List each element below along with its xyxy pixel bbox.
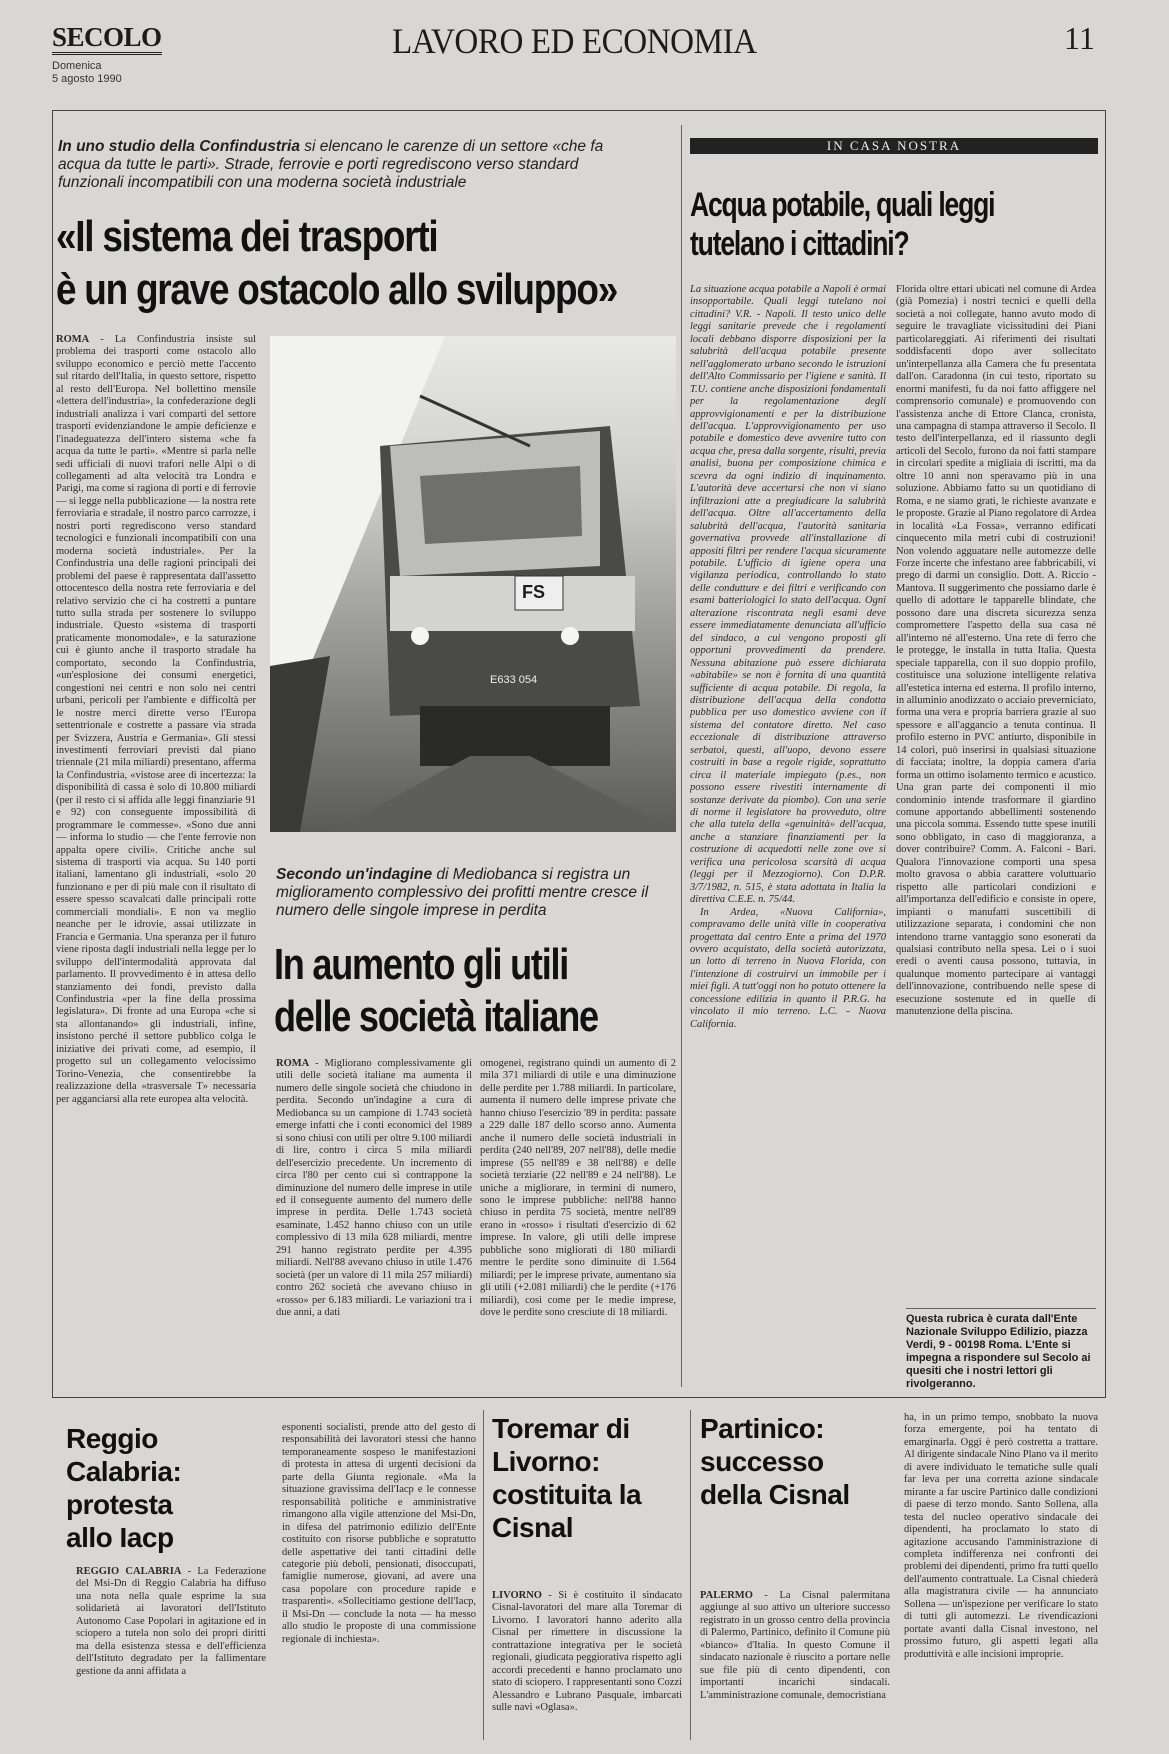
rubric-body-col2	[896, 284, 1096, 1302]
reggio-col2-text: esponenti socialisti, prende atto del gesto di responsabilità dei lavoratori stessi che hanno temporaneamente sospeso le manifestazioni di protesta in attesa di urgenti decisioni da parte della Giunta regionale. «Ma la situazione gravissima dell'Iacp e le connesse responsabilità politiche e amministrative rimangono alla vigile attenzione del Msi-Dn, in difesa del patrimonio edilizio dell'Ente costituito con risorse pubbliche e sopratutto delle aspettative dei tanti cittadini delle categorie più deboli, pensionati, disoccupati, famiglie numerose, giovani, ad avere una casa popolare con procedure rapide e trasparenti». «Sollecitiamo gestione dell'Iacp, il Msi-Dn — conclude la nota — ha messo allo studio le proposte di una commissione regionale di inchiesta».	[282, 1422, 476, 1645]
partinico-dateline: PALERMO	[700, 1590, 753, 1601]
transport-dateline: ROMA	[56, 334, 90, 345]
masthead	[0, 0, 1169, 100]
profits-body-col2	[480, 1058, 676, 1392]
rubric-headline-line1: Acqua potabile, quali leggi	[690, 186, 995, 224]
profits-body-col1: ROMA - Migliorano complessivamente gli utili delle società italiane ma aumenta il numero delle singole società che chiudono in perdita. Secondo un'indagine a cura di Mediobanca su un campione di 1.743 società emerge infatti che i conti economici del 1989 si sono chiusi con utili per oltre 9.100 miliardi di lire, contro i circa 5 mila miliardi dell'esercizio precedente. Un incremento di circa l'80 per cento cui si contrappone la diminuzione del numero delle imprese in utile ed il conseguente aumento del numero delle imprese in perdita. Delle 1.743 società esaminate, 1.452 hanno chiuso con un utile complessivo di 13 mila 628 miliardi, mentre 291 hanno registrato perdite per 4.395 miliardi. Nell'88 avevano chiuso in utile 1.476 società (per un valore di 11 mila 257 miliardi) contro 262 società che avevano chiuso in «rosso» per 6.183 miliardi. Le variazioni tra i due anni, a dati	[276, 1058, 472, 1319]
locomotive-windshield	[420, 466, 582, 544]
profits-headline-line2: delle società italiane	[274, 992, 598, 1041]
reggio-col1-text: La Federazione del Msi-Dn di Reggio Calabria ha diffuso una nota nella quale esprime la sua solidarietà ai lavoratori dell'Istituto Autonomo Case Popolari in agitazione ed in sciopero a tutela non solo dei propri diritti ma della esistenza stessa e dell'efficienza dell'Istituto degradato per la fallimentare gestione da anni affidata a	[76, 1566, 266, 1677]
partinico-col1-text: La Cisnal palermitana aggiunge al suo attivo un ulteriore successo registrato in un grosso centro della provincia di Palermo, Partinico, definito il Comune più «bianco» d'Italia. In questo Comune il sindacato nazionale è riuscito a portare nelle sue file più di cento dipendenti, con importanti incarichi sindacali. L'amministrazione comunale, democristiana	[700, 1590, 890, 1701]
reggio-col2	[282, 1422, 476, 1746]
toremar-headline: Toremar di Livorno: costituita la Cisnal	[492, 1413, 642, 1543]
section-title: LAVORO ED ECONOMIA	[392, 21, 757, 61]
profits-col1-text: Migliorano complessivamente gli utili delle società italiane ma aumenta il numero delle singole società che chiudono in perdita. Secondo un'indagine a cura di Mediobanca su un campione di 1.743 società emerge infatti che i conti economici del 1989 si sono chiusi con utili per oltre 9.100 miliardi di lire, contro i circa 5 mila miliardi dell'esercizio precedente. Un incremento di circa l'80 per cento cui si contrappone la diminuzione del numero delle imprese in utile ed il conseguente aumento del numero delle imprese in perdita. Delle 1.743 società esaminate, 1.452 hanno chiuso con un utile complessivo di 13 mila 628 miliardi, mentre 291 hanno registrato perdite per 4.395 miliardi. Nell'88 avevano chiuso in utile 1.476 società (per un valore di 11 mila 257 miliardi) contro 262 società che avevano chiuso in «rosso» per 6.183 miliardi. Le variazioni tra i due anni, a dati	[276, 1058, 472, 1319]
bottom-divider-1	[483, 1410, 484, 1740]
partinico-col2	[904, 1412, 1098, 1746]
reggio-dateline: REGGIO CALABRIA	[76, 1566, 182, 1577]
rubric-footer-note: Questa rubrica è curata dall'Ente Nazionale Sviluppo Edilizio, piazza Verdi, 9 - 00198 Roma. L'Ente si impegna a rispondere sul Secolo ai quesiti che i nostri lettori gli rivolgeranno.	[906, 1313, 1091, 1390]
issue-date: 5 agosto 1990	[52, 73, 122, 85]
transport-kicker-lead: In uno studio della Confindustria	[58, 138, 300, 155]
column-divider	[681, 125, 682, 1387]
rubric-banner: IN CASA NOSTRA	[690, 138, 1098, 154]
partinico-col2-text: ha, in un primo tempo, snobbato la nuova forza emergente, poi ha tentato di emarginarla. Oggi è però costretta a trattare. Al dirigente sindacale Nino Plano va il merito di avere individuato le tematiche sulle quali far leva per una corretta azione sindacale mirante a far uscire Partinico dalle condizioni di paese di terzo mondo. Santo Sollena, alla testa del nucleo operativo sindacale dei dipendenti, ha proclamato lo stato di agitazione accusando l'amministrazione di completa indifferenza nei confronti dei problemi dei dipendenti, primo fra tutti quello dell'aumento contrattuale. La Cisnal chiederà alla magistratura civile — ha annunciato Sollena — un'ispezione per verificare lo stato di tutti gli automezzi. Le rivendicazioni portate avanti dalla Cisnal investono, nel prossimo futuro, gli aspetti legati alla produttività e alle incisioni improprie.	[904, 1412, 1098, 1660]
toremar-body-text: Si è costituito il sindacato Cisnal-lavoratori del mare alla Toremar di Livorno. I lavoratori hanno aderito alla Cisnal per rimettere in discussione la contrattazione integrativa per le società regionali, giudicata peggiorativa rispetto agli accordi precedenti e hanno proclamato uno stato di sciopero. I rappresentanti sono Cozzi Alessandro e Lubrano Pasquale, imbarcati sulle navi «Oglasa».	[492, 1590, 682, 1714]
profits-dateline: ROMA	[276, 1058, 310, 1069]
partinico-col1: PALERMO - La Cisnal palermitana aggiunge al suo attivo un ulteriore successo registrato in un grosso centro della provincia di Palermo, Partinico, definito il Comune più «bianco» d'Italia. In questo Comune il sindacato nazionale è riuscito a portare nelle sue file più di cento dipendenti, con importanti incarichi sindacali. L'amministrazione comunale, democristiana	[700, 1590, 890, 1701]
platform	[270, 656, 330, 832]
rubric-footer-rule	[906, 1308, 1096, 1309]
profits-headline-line1: In aumento gli utili	[274, 940, 569, 989]
toremar-body: LIVORNO - Si è costituito il sindacato Cisnal-lavoratori del mare alla Toremar di Livorno. I lavoratori hanno aderito alla Cisnal per rimettere in discussione la contrattazione integrativa per le società regionali, giudicata peggiorativa rispetto agli accordi precedenti e hanno proclamato uno stato di sciopero. I rappresentanti sono Cozzi Alessandro e Lubrano Pasquale, imbarcati sulle navi «Oglasa».	[492, 1590, 682, 1714]
locomotive-number: E633 054	[490, 674, 538, 686]
rubric-col2-text: Florida oltre ettari ubicati nel comune di Ardea (già Pomezia) i nostri tecnici e quelli della società a noi collegate, hanno avuto modo di seguire le travagliate vicissitudini dei Piani particolareggiati. Ai riferimenti dei risultati soddisfacenti dopo aver sollecitato un'interpellanza alla Camera che fu presentata dall'on. Caradonna (in cui testo, riportato su enormi manifesti, fu da noi fatto affiggere nel comprensorio comunale) e promuovendo con l'assistenza anche di Ettore Clanca, cronista, una campagna di stampa attraverso il Secolo. Il testo dell'interpellanza, ed il riassunto degli articoli del Secolo, furono da noi fatti stampare in circolari spedite a migliaia di iscritti, ma da oltre 10 anni non speravamo più in una soluzione. Abbiamo fatto su un quotidiano di Roma, e ne siamo grati, le richieste avanzate e le proposte. Grazie al Piano regolatore di Ardea in località «La Fossa», verranno edificati cinquecento mila metri cubi di costruzioni! Non volendo agguatare nelle automezze delle Forze incerte che infestano aree fabbricabili, vi prego di darmi un consiglio. Dott. A. Riccio - Mantova. Il suggerimento che possiamo darle è quello di adottare le tapparelle blindate, che possono dare una discreta sicurezza senza compromettere l'aspetto della sua casa né all'interno né all'esterno. Una rete di ferro che le protegge, le installa in tutta Italia. Questa speciale tapparella, con il suo doppio profilo, costituisce una soluzione intelligente relativa all'estetica interna ed esterna. Il profilo interno, in alluminio anodizzato o acciaio preverniciato, forma una vera e propria barriera grazie al suo spessore e all'aggancio a tenuta continua. Il profilo esterno in PVC antiurto, disponibile in 14 colori, può inserirsi in qualsiasi situazione di facciata; inoltre, la doppia camera d'aria forma un ottimo isolamento termico e acustico. Una gran parte dei componenti il mio condominio intende trasformare il giardino comune apportando abbellimenti sostenendo una piccola somma. Essendo tutte spese inutili sono obbligato, in caso di maggioranza, a dover contribuire? Comm. A. Falconi - Bari. Qualora l'innovazione comporti una spesa molto gravosa o abbia carattere voluttuario rispetto alle particolari condizioni e all'importanza dell'edificio e consiste in opere, impianti o manufatti suscettibili di utilizzazione separata, i condomini che non intendono trarne vantaggio sono esonerati da qualsiasi contributo nella spesa. Lei o i suoi eredi o aventi causa possono, tuttavia, in qualunque momento partecipare ai vantaggi dell'innovazione, contribuendo nelle spese di esecuzione sostenute ed in quelle di manutenzione della piscina.	[896, 284, 1096, 1018]
newspaper-logo: SECOLO	[52, 22, 162, 55]
locomotive-band	[390, 576, 635, 631]
reggio-box	[66, 1422, 270, 1560]
rubric-question-2: In Ardea, «Nuova California», compravamo delle unità ville in cooperativa progettata dal centro Ente a prima del 1970 ovvero acquistato, della società autorizzata, un lotto di terreno in Nuova Florida, con l'intenzione di costruirvi un immobile per i miei figli. A tutt'oggi non ho potuto ottenere la concessione edilizia in quanto il P.R.G. ha vincolato il mio terreno. L.C. - Nuova California.	[690, 906, 886, 1030]
profits-kicker-lead: Secondo un'indagine	[276, 866, 433, 883]
reggio-headline: Reggio Calabria: protesta allo Iacp	[66, 1423, 182, 1553]
profits-col2-text: omogenei, registrano quindi un aumento di 2 mila 371 miliardi di utile e una diminuzione delle perdite per 1.788 miliardi. In particolare, aumenta il numero delle imprese private che hanno chiuso l'esercizio '89 in perdita: passate a 229 dalle 187 dello scorso anno. Aumenta anche il numero delle società industriali in perdita (240 nell'89, 207 nell'88), delle medie imprese (55 nell'89 e 38 nell'88) e delle società terziarie (22 nell'89 e 24 nell'88). Le uniche a migliorare, in termini di numero, sono le imprese pubbliche: nell'88 hanno chiuso in perdita 75 società, mentre nell'89 erano in «rosso» i risultati d'esercizio di 62 imprese. In valore, gli utili delle imprese pubbliche sono migliorati di 180 miliardi mentre le perdite sono diminuite di 1.564 miliardi; per le imprese private, aumentano sia gli utili (+2.081 miliardi) che le perdite (+176 miliardi), così come per le medie imprese, dove le perdite sono cresciute di 18 miliardi.	[480, 1058, 676, 1319]
train-photo	[270, 336, 676, 832]
transport-kicker-rest: si elencano le carenze di un settore «che fa acqua da tutte le parti». Strade, ferrovie e porti regrediscono verso standard funzionali incompatibili con una moderna società industriale	[58, 138, 604, 191]
transport-body: ROMA - La Confindustria insiste sul problema dei trasporti come ostacolo allo sviluppo economico e perciò mette l'accento sul ritardo dell'Italia, in questo settore, rispetto al resto dell'Europa. Nel bollettino mensile «lettera dell'industria», la confederazione degli industriali analizza i vari comparti del settore trasporti evidenziandone le ampie deficienze e l'inadeguatezza dell'intero sistema «che fa acqua da tutte le parti». «Mentre si parla nelle sedi ufficiali di nuovi trafori nelle Alpi o di collegamenti ad alta velocità tra Londra e Parigi, ma come si ragiona di porti e di ferrovie — si legge nella pubblicazione — la nostra rete ferroviaria e stradale, il nostro parco carrozze, i nostri porti regrediscono verso standard tecnologici e funzionali incompatibili con una moderna società industriale». Per la Confindustria una delle ragioni principali dei problemi del paese è rappresentata dall'assetto ottocentesco della nostra rete ferroviaria e del relativo servizio che ci ha costretti a puntare tutto sulla strada per sostenere lo sviluppo industriale. Questo «sistema di trasporti praticamente monomodale», e la saturazione cui è giunto anche il trasporto stradale ha comportato, secondo la Confindustria, «un'esplosione dei consumi energetici, congestioni nei centri e non solo nei centri urbani, pericoli per l'ambiente e difficoltà per le nostre merci dirette verso l'Europa settentrionale e costrette a passare via strada per Svizzera, Austria e Germania». Gli stessi investimenti ferroviari previsti dal piano triennale (21 mila miliardi) presentano, afferma la Confindustria, «vistose aree di incertezza: la disponibilità di cassa è solo di 10.800 miliardi (per il resto ci si affida alle leggi finanziarie 91 e 92) con conseguente impossibilità di programmare le commesse». «Sono due anni — informa lo studio — che l'ente ferrovie non appalta opere civili». Critiche anche sul sistema di trasporti via acqua. Su 140 porti italiani, lamentano gli industriali, «solo 20 funzionano e per di più male con il risultato di essere spesso scavalcati dalle principali rotte commerciali mondiali». E non va meglio neanche per le idrovie, assai utilizzate in Francia e Germania. Una speranza per il futuro viene riposta dagli industriali nella legge per lo sviluppo dell'intermodalità approvata dal parlamento. Il provvedimento è in attesa dello stanziamento dei fondi, previsto dalla Confindustria «per la fine della prossima legislatura». Di fronte ad una Europa «che si sta allontanando» gli industriali, infine, insistono perché il settore pubblico colga le iniziative dei privati come, ad esempio, il progetto sul un collegamento velocissimo Torino-Venezia, che consentirebbe la realizzazione della «trasversale T» necessaria per agganciarsi alla rete europea alta velocità.	[56, 334, 256, 1105]
train-illustration	[270, 336, 676, 832]
transport-headline-line2: è un grave ostacolo allo sviluppo»	[56, 265, 618, 314]
issue-day: Domenica	[52, 60, 102, 72]
transport-body-text: La Confindustria insiste sul problema dei trasporti come ostacolo allo sviluppo economico e perciò mette l'accento sul ritardo dell'Italia, in questo settore, rispetto al resto dell'Europa. Nel bollettino mensile «lettera dell'industria», la confederazione degli industriali analizza i vari comparti del settore trasporti evidenziandone le ampie deficienze e l'inadeguatezza dell'intero sistema «che fa acqua da tutte le parti». «Mentre si parla nelle sedi ufficiali di nuovi trafori nelle Alpi o di collegamenti ad alta velocità tra Londra e Parigi, ma come si ragiona di porti e di ferrovie — si legge nella pubblicazione — la nostra rete ferroviaria e stradale, il nostro parco carrozze, i nostri porti regrediscono verso standard tecnologici e funzionali incompatibili con una moderna società industriale». Per la Confindustria una delle ragioni principali dei problemi del paese è rappresentata dall'assetto ottocentesco della nostra rete ferroviaria e del relativo servizio che ci ha costretti a puntare tutto sulla strada per sostenere lo sviluppo industriale. Questo «sistema di trasporti praticamente monomodale», e la saturazione cui è giunto anche il trasporto stradale ha comportato, secondo la Confindustria, «un'esplosione dei consumi energetici, congestioni nei centri e non solo nei centri urbani, pericoli per l'ambiente e difficoltà per le nostre merci dirette verso l'Europa settentrionale e costrette a passare via strada per Svizzera, Austria e Germania». Gli stessi investimenti ferroviari previsti dal piano triennale (21 mila miliardi) presentano, afferma la Confindustria, «vistose aree di incertezza: la disponibilità di cassa è solo di 10.800 miliardi (per il resto ci si affida alle leggi finanziarie 91 e 92) con conseguente impossibilità di programmare le commesse». «Sono due anni — informa lo studio — che l'ente ferrovie non appalta opere civili». Critiche anche sul sistema di trasporti via acqua. Su 140 porti italiani, lamentano gli industriali, «solo 20 funzionano e per di più male con il risultato di essere spesso scavalcati dalle principali rotte commerciali mondiali». E non va meglio neanche per le idrovie, assai utilizzate in Francia e Germania. Una speranza per il futuro viene riposta dagli industriali nella legge per lo sviluppo dell'intermodalità approvata dal parlamento. Il provvedimento è in attesa dello stanziamento dei fondi, previsto dalla Confindustria «per la fine della prossima legislatura». Di fronte ad una Europa «che si sta allontanando» gli industriali, infine, insistono perché il settore pubblico colga le iniziative dei privati come, ad esempio, il progetto sul un collegamento velocissimo Torino-Venezia, che consentirebbe la realizzazione della «trasversale T» necessaria per agganciarsi alla rete europea alta velocità.	[56, 334, 256, 1105]
toremar-dateline: LIVORNO	[492, 1590, 542, 1601]
partinico-headline: Partinico: successo della Cisnal	[700, 1413, 850, 1510]
rubric-question-1: La situazione acqua potabile a Napoli è ormai insopportabile. Quali leggi tutelano noi cittadini? V.R. - Napoli. Il testo unico delle leggi sanitarie prevede che i regolamenti locali debbano disporre disposizioni per la salubrità dell'acqua potabile presente nell'agglomerato urbano secondo le istruzioni dell'Alto Commissario per l'igiene e sanità. Il T.U. contiene anche disposizioni fondamentali per la regolamentazione degli approvvigionamenti e per la distribuzione dell'acqua. L'approvvigionamento per uso potabile e domestico deve avvenire tutto con acqua che, presa dalla sorgente, risulti, previa analisi, buona per composizione chimica e scevra da ogni indizio di inquinamento. L'autorità deve accertarsi che non vi siano infiltrazioni atte a pregiudicare la salubrità dell'acqua. Oltre all'accertamento della salubrità dell'acqua, l'autorità sanitaria governativa provvede all'installazione di appositi filtri per rendere l'acqua sicuramente potabile. L'ufficio di igiene opera una vigilanza periodica, controllando lo stato delle condutture e dei filtri e verificando con esami batteriologici lo stato dell'acqua. Ogni alterazione riscontrata negli esami deve essere immediatamente denunciata all'ufficio del sindaco, a cui vengono proposti gli opportuni provvedimenti da prendere. Nessuna abitazione può essere dichiarata «abitabile» se non è fornita di una quantità sufficiente di acqua potabile. Di regola, la distribuzione dell'acqua della condotta pubblica per uso domestico avviene con il sistema del contatore diretto. Nel caso eccezionale di distribuzione attraverso serbatoi, questi, all'uopo, devono essere costruiti in base a regole rigide, soprattutto circa il materiale impiegato (p.es., non possono essere rivestiti internamente di sostanze derivate da piombo). Con una serie di norme il legislatore ha provveduto, oltre che alla tutela della «genuinità» dell'acqua, anche a stanziare finanziamenti per la costruzione di acquedotti nelle zone ove si verifica una pericolosa scarsità di acqua (leggi per il Mezzogiorno). Con D.P.R. 3/7/1982, n. 515, è stata adottata in Italia la direttiva C.E.E. n. 75/44.	[690, 284, 886, 906]
transport-kicker	[58, 138, 643, 192]
headlight-right	[561, 627, 579, 645]
profits-kicker	[276, 866, 668, 920]
bottom-divider-2	[690, 1410, 691, 1740]
reggio-col1: REGGIO CALABRIA - La Federazione del Msi-Dn di Reggio Calabria ha diffuso una nota nella quale esprime la sua solidarietà ai lavoratori dell'Istituto Autonomo Case Popolari in agitazione ed in sciopero a tutela non solo dei propri diritti ma della esistenza stessa e dell'efficienza dell'Istituto degradato per la fallimentare gestione da anni affidata a	[76, 1566, 266, 1677]
headlight-left	[411, 627, 429, 645]
track	[330, 756, 676, 832]
page-number: 11	[1064, 20, 1095, 56]
rubric-headline-line2: tutelano i cittadini?	[690, 225, 909, 263]
rubric-body-col1	[690, 284, 886, 1388]
transport-headline-line1: «Il sistema dei trasporti	[56, 212, 438, 261]
profits-kicker-rest: di Mediobanca si registra un miglioramento complessivo dei profitti mentre cresce il numero delle singole imprese in perdita	[276, 866, 649, 919]
fs-logo: FS	[522, 582, 546, 602]
